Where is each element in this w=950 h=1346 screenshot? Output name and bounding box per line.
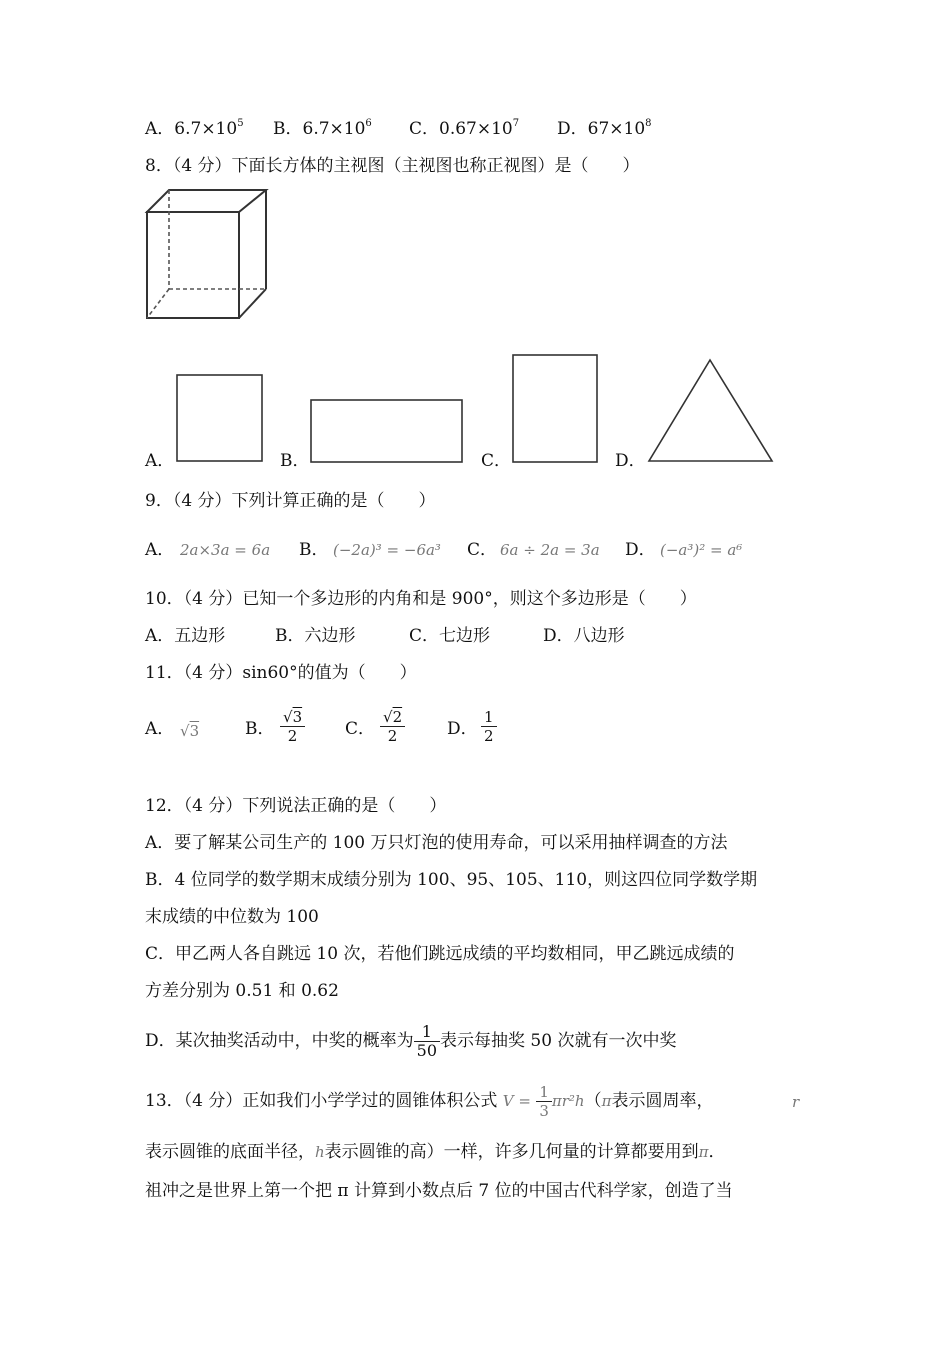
- q9-expr-a: 2a×3a = 6a: [180, 541, 271, 559]
- q8-figure-c-tall-rectangle: [512, 354, 600, 464]
- q8-figure-a-square: [176, 374, 266, 464]
- q13-line2: 表示圆锥的底面半径，h表示圆锥的高）一样，许多几何量的计算都要用到π．: [145, 1142, 726, 1162]
- q9-expr-d: (−a³)² = a⁶: [660, 541, 743, 559]
- q12-option-a: A．要了解某公司生产的 100 万只灯泡的使用寿命，可以采用抽样调查的方法: [145, 833, 728, 853]
- q8-label-a: A．: [145, 451, 175, 471]
- q11-stem: 11．（4 分）sin60°的值为（ ）: [145, 663, 417, 683]
- q11-label-d: D．: [447, 719, 478, 739]
- q12-option-d: D．某次抽奖活动中，中奖的概率为 $\frac{1}{50}$ 表示每抽奖 50 次就有一次中奖: [145, 1022, 677, 1060]
- q11-expr-b: $\frac{√3}{2}$: [280, 708, 305, 745]
- q13-line1: 13．（4 分）正如我们小学学过的圆锥体积公式 V = $\frac{1}{3}$ πr²h（π表示圆周率，: [145, 1083, 714, 1120]
- q12-stem: 12．（4 分）下列说法正确的是（ ）: [145, 796, 447, 816]
- q12-option-c-line1: C．甲乙两人各自跳远 10 次，若他们跳远成绩的平均数相同，甲乙跳远成绩的: [145, 944, 735, 964]
- cuboid-figure: [140, 183, 270, 323]
- q7-option-b: B．$6.7\times 10^6$: [273, 118, 372, 139]
- q10-option-d: D．八边形: [543, 626, 625, 646]
- q8-label-d: D．: [615, 451, 646, 471]
- q9-label-b: B．: [299, 540, 329, 560]
- q7-option-c: C．$0.67\times 10^7$: [409, 118, 520, 139]
- q11-label-c: C．: [345, 719, 376, 739]
- q10-stem: 10．（4 分）已知一个多边形的内角和是 900°，则这个多边形是（ ）: [145, 589, 697, 609]
- q11-expr-c: $\frac{√2}{2}$: [380, 708, 405, 745]
- q8-stem: 8．（4 分）下面长方体的主视图（主视图也称正视图）是（ ）: [145, 156, 640, 176]
- q9-label-d: D．: [625, 540, 656, 560]
- q8-label-c: C．: [481, 451, 512, 471]
- q9-label-c: C．: [467, 540, 498, 560]
- q9-stem: 9．（4 分）下列计算正确的是（ ）: [145, 491, 436, 511]
- q10-option-b: B．六边形: [275, 626, 356, 646]
- q9-expr-c: 6a ÷ 2a = 3a: [500, 541, 600, 559]
- q11-expr-d: $\frac{1}{2}$: [481, 708, 497, 745]
- q13-line3: 祖冲之是世界上第一个把 π 计算到小数点后 7 位的中国古代科学家，创造了当: [145, 1181, 733, 1201]
- q11-label-b: B．: [245, 719, 275, 739]
- q12-option-b-line1: B．4 位同学的数学期末成绩分别为 100、95、105、110，则这四位同学数学期: [145, 870, 758, 890]
- q12-option-c-line2: 方差分别为 0.51 和 0.62: [145, 981, 339, 1001]
- q9-label-a: A．: [145, 540, 175, 560]
- q13-r-symbol: r: [792, 1093, 800, 1111]
- q7-option-a: A．$6.7\times 10^5$: [145, 118, 244, 139]
- q11-expr-a: √3: [180, 722, 200, 740]
- q11-label-a: A．: [145, 719, 175, 739]
- q10-option-a: A．五边形: [145, 626, 226, 646]
- q8-label-b: B．: [280, 451, 310, 471]
- q7-option-d: D．$67\times 10^8$: [557, 118, 652, 139]
- q9-expr-b: (−2a)³ = −6a³: [333, 541, 441, 559]
- q10-option-c: C．七边形: [409, 626, 491, 646]
- q8-figure-d-triangle: [647, 358, 777, 464]
- q12-option-b-line2: 末成绩的中位数为 100: [145, 907, 319, 927]
- q8-figure-b-wide-rectangle: [310, 399, 465, 465]
